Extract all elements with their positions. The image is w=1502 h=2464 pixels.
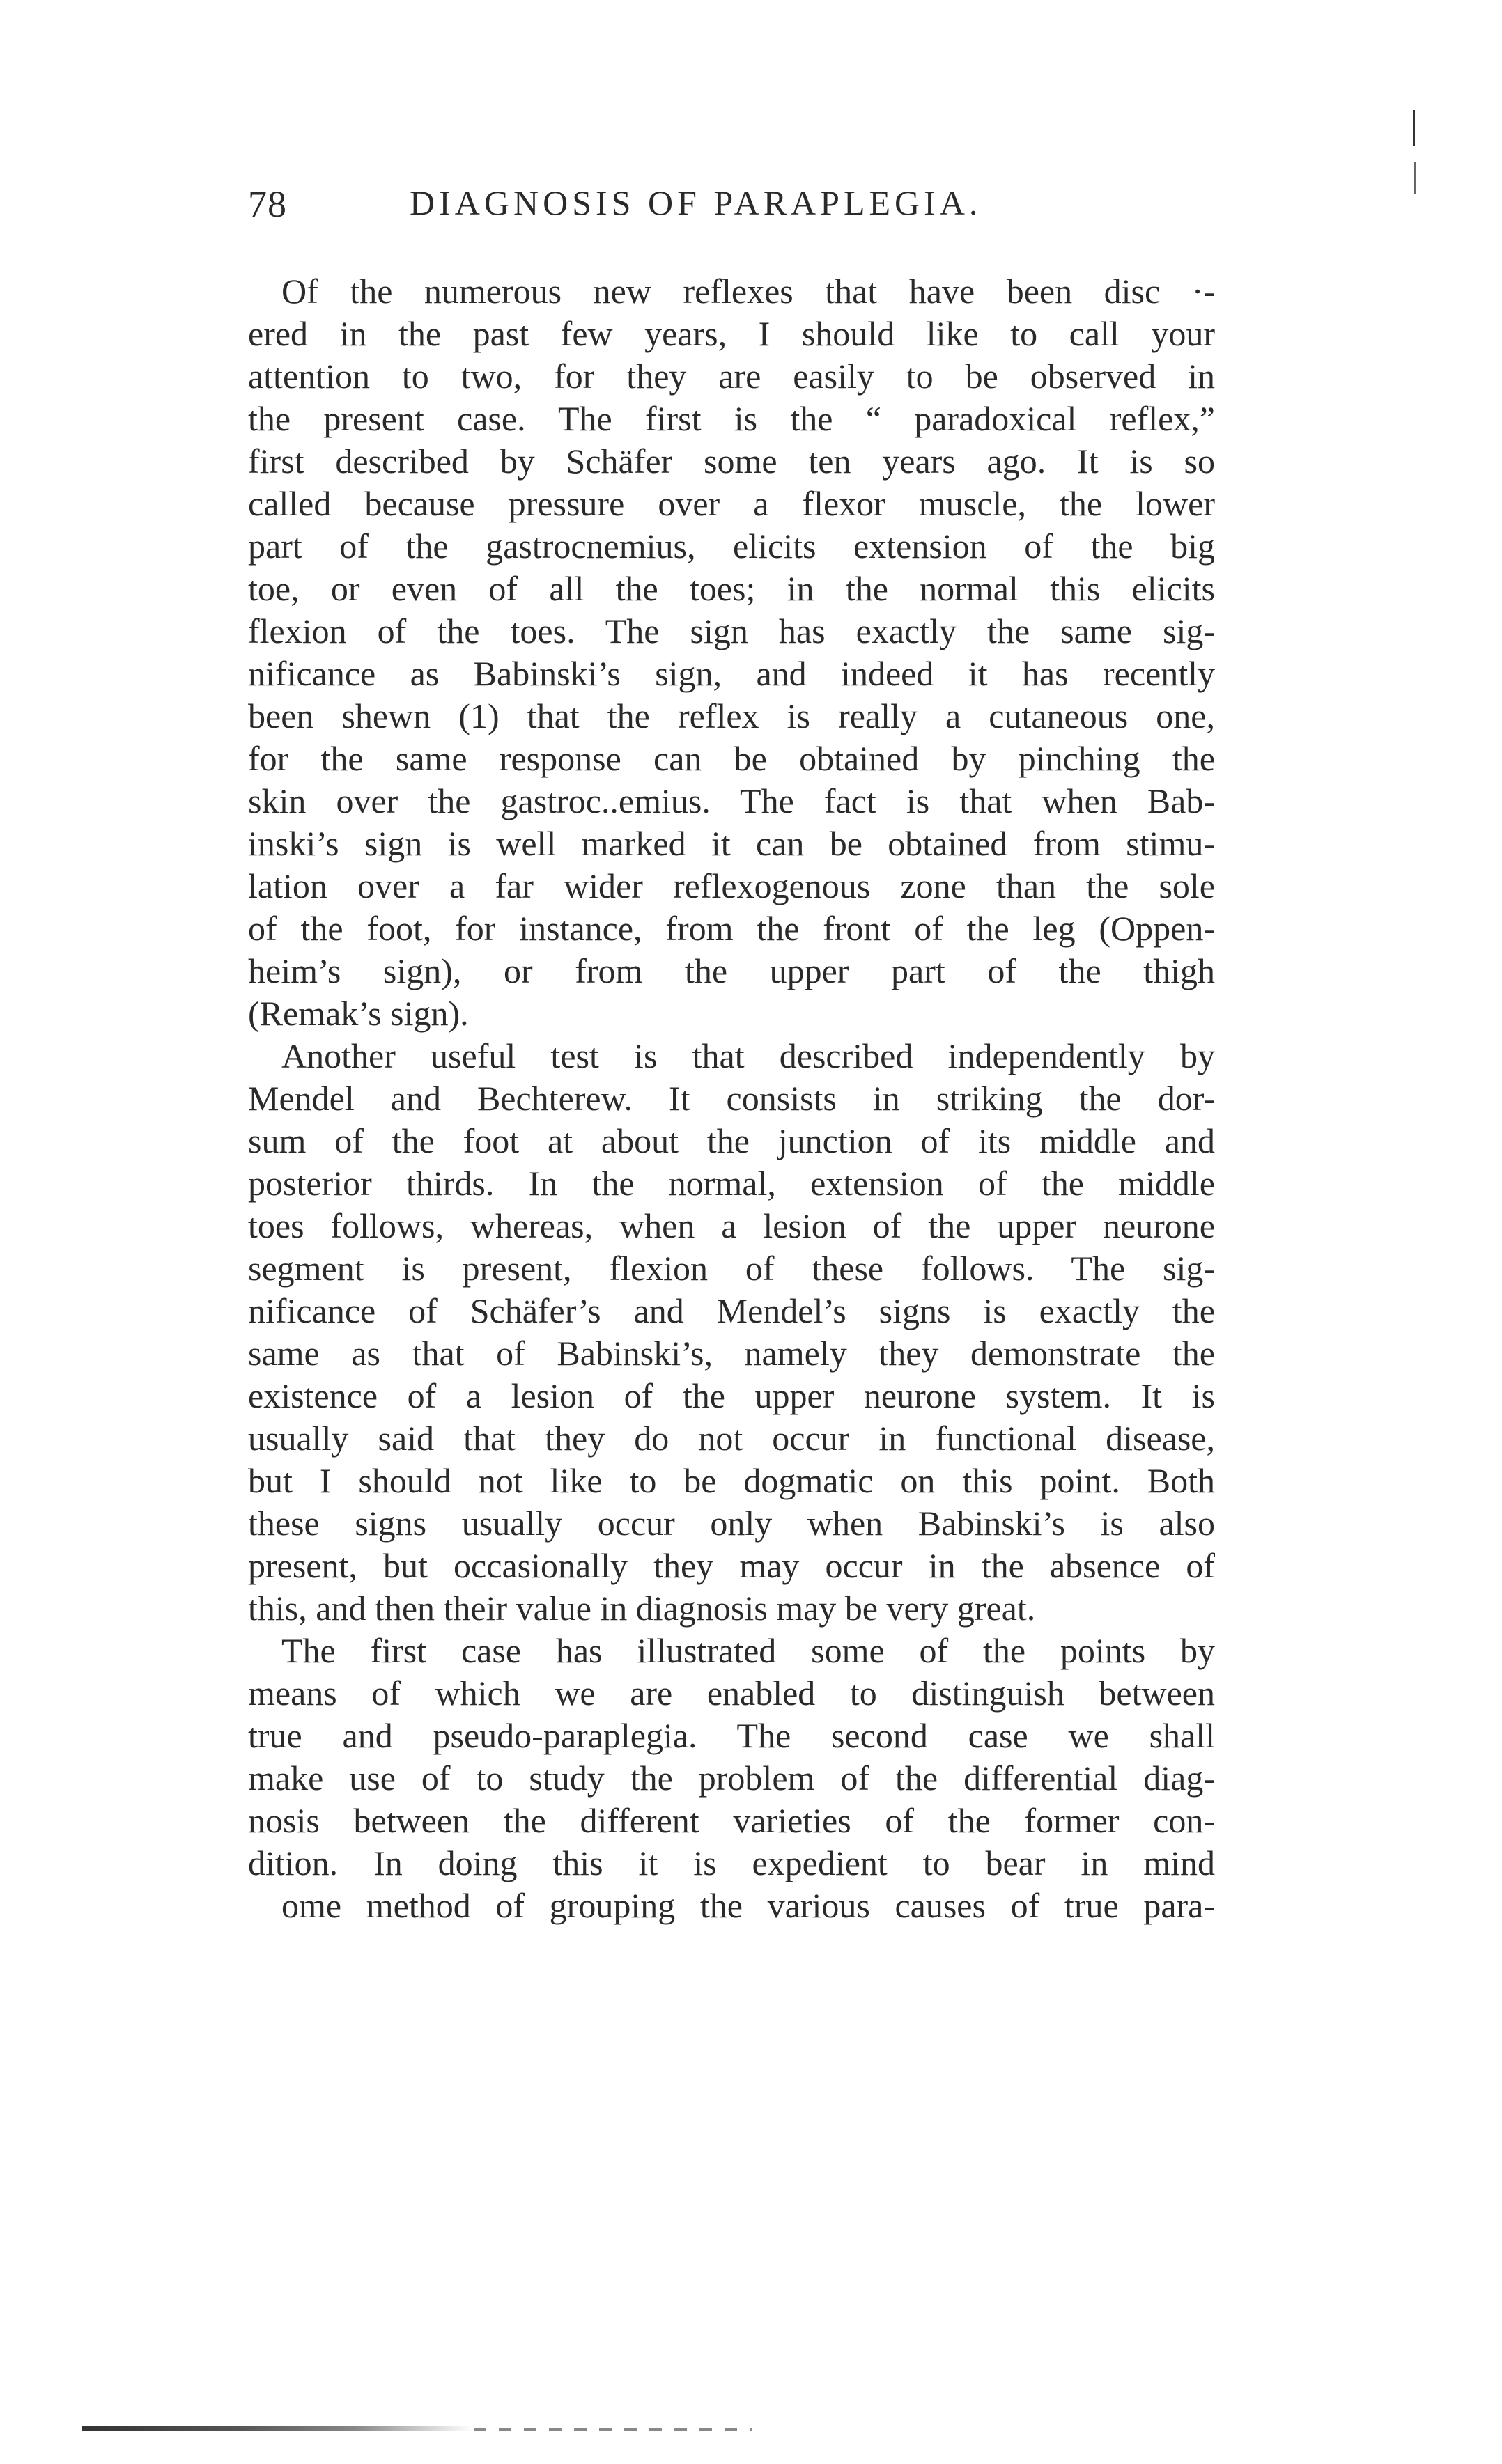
text-line: segment is present, flexion of these follows. The sig-	[248, 1249, 1215, 1288]
text-line: nificance of Schäfer’s and Mendel’s signs is exactly the	[248, 1291, 1215, 1330]
text-line: nosis between the different varieties of the former con-	[248, 1801, 1215, 1840]
text-line: (Remak’s sign).	[248, 994, 469, 1033]
text-line: means of which we are enabled to distinguish between	[248, 1674, 1215, 1713]
margin-mark	[1414, 162, 1416, 194]
text-line: the present case. The first is the “ paradoxical reflex,”	[248, 399, 1215, 438]
text-line: heim’s sign), or from the upper part of the thigh	[248, 951, 1215, 990]
text-line: toe, or even of all the toes; in the normal this elicits	[248, 569, 1215, 608]
text-line: nificance as Babinski’s sign, and indeed it has recently	[248, 654, 1215, 693]
margin-mark	[1413, 110, 1415, 146]
text-line: Mendel and Bechterew. It consists in striking the dor-	[248, 1079, 1215, 1118]
text-line: for the same response can be obtained by pinching the	[248, 739, 1215, 778]
text-line: sum of the foot at about the junction of its middle and	[248, 1121, 1215, 1160]
text-line: ered in the past few years, I should like to call your	[248, 314, 1215, 353]
running-header	[248, 182, 1237, 238]
text-line: lation over a far wider reflexogenous zone than the sole	[248, 866, 1215, 905]
text-line: inski’s sign is well marked it can be obtained from stimu-	[248, 824, 1215, 863]
text-line: The first case has illustrated some of the points by	[281, 1631, 1215, 1670]
bottom-scan-edge	[82, 2426, 472, 2431]
body-text	[248, 270, 1215, 1927]
text-line: ome method of grouping the various causes of true para-	[281, 1886, 1215, 1925]
text-line: usually said that they do not occur in functional disease,	[248, 1419, 1215, 1458]
text-line: Another useful test is that described independently by	[281, 1036, 1215, 1075]
text-line: these signs usually occur only when Babinski’s is also	[248, 1504, 1215, 1543]
text-line: of the foot, for instance, from the front of the leg (Oppen-	[248, 909, 1215, 948]
text-line: been shewn (1) that the reflex is really a cutaneous one,	[248, 696, 1215, 735]
text-line: called because pressure over a flexor muscle, the lower	[248, 484, 1215, 523]
running-title: DIAGNOSIS OF PARAPLEGIA.	[410, 183, 982, 222]
text-line: attention to two, for they are easily to be observed in	[248, 357, 1215, 396]
text-line: true and pseudo-paraplegia. The second case we shall	[248, 1716, 1215, 1755]
text-line: toes follows, whereas, when a lesion of the upper neurone	[248, 1206, 1215, 1245]
text-line: make use of to study the problem of the differential diag-	[248, 1759, 1215, 1798]
text-line: part of the gastrocnemius, elicits extension of the big	[248, 527, 1215, 566]
bottom-scan-edge	[474, 2428, 752, 2431]
text-line: same as that of Babinski’s, namely they demonstrate the	[248, 1334, 1215, 1373]
text-line: flexion of the toes. The sign has exactly the same sig-	[248, 611, 1215, 650]
text-line: skin over the gastroc..emius. The fact is that when Bab-	[248, 781, 1215, 820]
text-line: first described by Schäfer some ten years ago. It is so	[248, 442, 1215, 481]
text-line: this, and then their value in diagnosis may be very great.	[248, 1589, 1036, 1628]
text-line: but I should not like to be dogmatic on this point. Both	[248, 1461, 1215, 1500]
text-line: posterior thirds. In the normal, extension of the middle	[248, 1164, 1215, 1203]
page-number: 78	[248, 183, 287, 225]
text-line: existence of a lesion of the upper neurone system. It is	[248, 1376, 1215, 1415]
text-line: Of the numerous new reflexes that have been disc ·-	[281, 272, 1215, 311]
text-line: present, but occasionally they may occur in the absence of	[248, 1546, 1215, 1585]
text-line: dition. In doing this it is expedient to bear in mind	[248, 1843, 1215, 1882]
